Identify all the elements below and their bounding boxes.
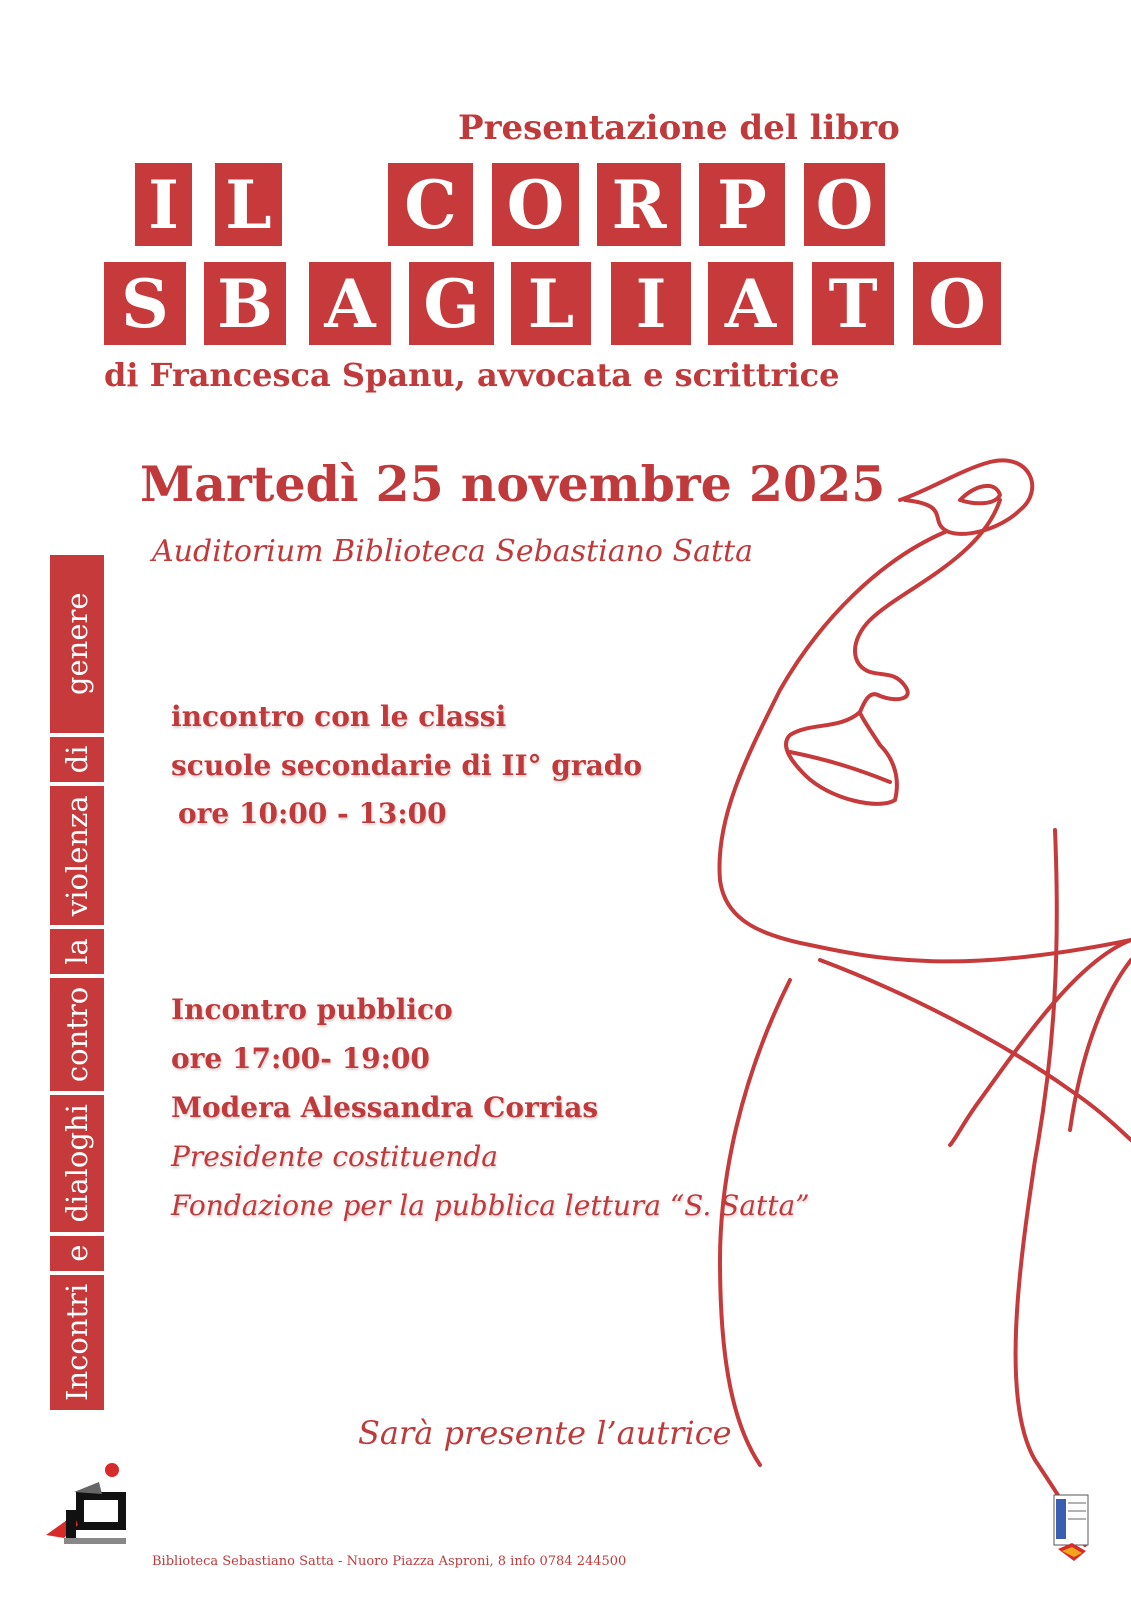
morning-session-audience: scuole secondarie di II° grado: [171, 749, 643, 782]
title-letter-tile: C: [388, 163, 473, 246]
closing-note: Sarà presente l’autrice: [358, 1414, 732, 1452]
public-session-time: ore 17:00- 19:00: [171, 1042, 430, 1075]
title-letter-tile: L: [511, 262, 591, 345]
moderator-organization: Fondazione per la pubblica lettura “S. Satta”: [171, 1189, 810, 1222]
book-presentation-subtitle: Presentazione del libro: [458, 108, 900, 148]
title-letter-tile: A: [309, 262, 391, 345]
title-letter-tile: S: [104, 262, 186, 345]
series-word: dialoghi: [50, 1095, 104, 1231]
title-letter-tile: O: [804, 163, 885, 246]
series-word: contro: [50, 978, 104, 1091]
cooperative-logo-icon: [1052, 1493, 1092, 1565]
series-word: la: [50, 929, 104, 974]
series-word: di: [50, 737, 104, 783]
library-logo-icon: [44, 1460, 134, 1550]
series-word: Incontri: [50, 1275, 104, 1410]
title-letter-tile: P: [699, 163, 785, 246]
title-letter-tile: T: [812, 262, 894, 345]
event-venue: Auditorium Biblioteca Sebastiano Satta: [152, 534, 753, 569]
author-line: di Francesca Spanu, avvocata e scrittrice: [104, 356, 840, 394]
title-letter-tile: B: [204, 262, 286, 345]
morning-session-time: ore 10:00 - 13:00: [178, 797, 447, 830]
title-letter-tile: R: [597, 163, 681, 246]
title-letter-tile: I: [135, 163, 192, 246]
title-letter-tile: I: [611, 262, 691, 345]
series-word: genere: [50, 555, 104, 733]
title-letter-tile: O: [492, 163, 579, 246]
event-date: Martedì 25 novembre 2025: [140, 455, 886, 513]
moderator-role: Presidente costituenda: [171, 1140, 498, 1173]
series-word: e: [50, 1236, 104, 1271]
title-letter-tile: G: [409, 262, 494, 345]
morning-session-title: incontro con le classi: [171, 700, 507, 733]
title-letter-tile: O: [913, 262, 1001, 345]
footer-contact-info: Biblioteca Sebastiano Satta - Nuoro Piazza Asproni, 8 info 0784 244500: [152, 1554, 627, 1569]
title-letter-tile: L: [215, 163, 282, 246]
title-letter-tile: A: [708, 262, 793, 345]
public-session-title: Incontro pubblico: [171, 993, 453, 1026]
public-session-moderator: Modera Alessandra Corrias: [171, 1091, 599, 1124]
series-word: violenza: [50, 786, 104, 925]
